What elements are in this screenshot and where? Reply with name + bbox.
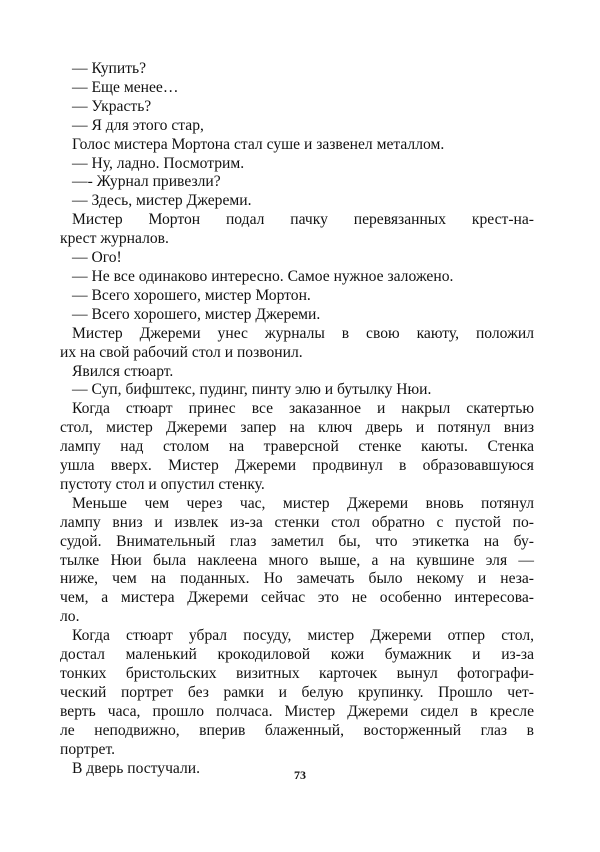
body-text [60, 60, 534, 778]
page-number: 73 [294, 768, 306, 782]
dialogue-line [72, 60, 534, 79]
text-line: — Ну, ладно. Посмотрим. [72, 154, 245, 172]
dialogue-line [72, 268, 534, 287]
text-line: Явился стюарт. [72, 362, 174, 380]
dialogue-line [72, 249, 534, 268]
text-line: лампу вниз и извлек из-за стенки стол обратно с пустой по- [60, 513, 534, 531]
dialogue-line [72, 192, 534, 211]
text-line: тонких бристольских визитных карточек вынул фотографи- [60, 665, 534, 682]
text-line: их на свой рабочий стол и позвонил. [60, 343, 303, 361]
text-line: Голос мистера Мортона стал суше и зазвенел металлом. [72, 135, 445, 153]
text-line: — Ого! [72, 249, 122, 267]
text-line: ло. [60, 608, 80, 626]
text-line: ле неподвижно, вперив блаженный, восторженный глаз в [60, 721, 534, 739]
dialogue-line [72, 79, 534, 98]
dialogue-line [72, 306, 534, 325]
text-line: Меньше чем через час, мистер Джереми вновь потянул [72, 494, 534, 512]
text-line: —- Журнал привезли? [72, 173, 221, 191]
dialogue-line [72, 155, 534, 174]
text-line: судой. Внимательный глаз заметил бы, что этикетка на бу- [60, 532, 534, 550]
paragraph [72, 363, 534, 382]
text-line: ушла вверх. Мистер Джереми продвинул в образовавшуюся [60, 457, 534, 475]
text-line: Мистер Мортон подал пачку перевязанных крест-на- [72, 211, 534, 229]
text-line: крест журналов. [60, 230, 169, 248]
dialogue-line [72, 173, 534, 192]
paragraph [60, 324, 534, 363]
text-line: — Купить? [72, 60, 147, 77]
text-line: достал маленький крокодиловой кожи бумажник и из-за [60, 646, 534, 664]
paragraph [60, 494, 534, 627]
text-line: В дверь постучали. [72, 759, 201, 777]
text-line: пустоту стол и опустил стенку. [60, 475, 265, 493]
text-line: — Украсть? [72, 97, 152, 115]
paragraph [60, 400, 534, 495]
text-line: — Я для этого стар, [72, 116, 204, 134]
dialogue-line [72, 98, 534, 117]
text-line: Когда стюарт принес все заказанное и накрыл скатертью [72, 400, 534, 418]
text-line: — Здесь, мистер Джереми. [72, 192, 252, 210]
text-line: — Не все одинаково интересно. Самое нужное заложено. [72, 267, 454, 285]
text-line: ческий портрет без рамки и белую крупинку. Прошло чет- [60, 683, 534, 701]
text-line: — Еще менее… [72, 78, 179, 96]
paragraph [72, 136, 534, 155]
dialogue-line [72, 287, 534, 306]
text-line: портрет. [60, 740, 115, 758]
text-line: стол, мистер Джереми запер на ключ дверь и потянул вниз [60, 419, 534, 437]
text-line: верть часа, прошло полчаса. Мистер Джереми сидел в кресле [60, 702, 534, 720]
paragraph [60, 211, 534, 249]
text-line: — Всего хорошего, мистер Мортон. [72, 286, 311, 304]
text-line: тылке Нюи была наклеена много выше, а на кувшине эля — [60, 551, 534, 569]
paragraph [60, 627, 534, 759]
text-line: — Суп, бифштекс, пудинг, пинту элю и бутылку Нюи. [72, 381, 432, 399]
text-line: — Всего хорошего, мистер Джереми. [72, 305, 321, 323]
text-line: Когда стюарт убрал посуду, мистер Джереми отпер стол, [72, 627, 534, 645]
text-line: чем, а мистера Джереми сейчас это не особенно интересова- [60, 589, 534, 607]
text-line: лампу над столом на траверсной стенке каюты. Стенка [60, 438, 534, 456]
text-line: ниже, чем на поданных. Но замечать было некому и неза- [60, 570, 534, 588]
dialogue-line [72, 381, 534, 400]
dialogue-line [72, 117, 534, 136]
text-line: Мистер Джереми унес журналы в свою каюту, положил [72, 324, 534, 342]
